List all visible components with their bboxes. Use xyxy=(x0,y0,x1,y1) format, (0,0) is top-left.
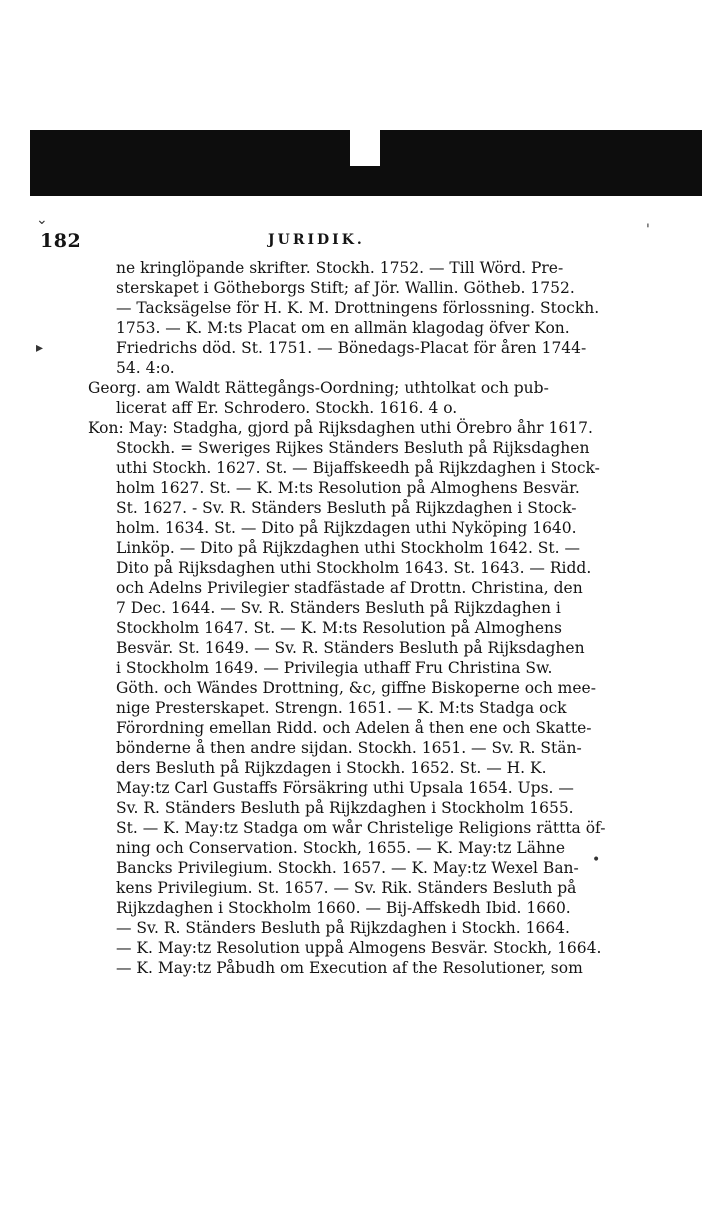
text-line: Förordning emellan Ridd. och Adelen å then ene och Skatte- xyxy=(116,719,592,737)
text-line: kens Privilegium. St. 1657. — Sv. Rik. Ständers Besluth på xyxy=(116,879,577,897)
text-line: bönderne å then andre sijdan. Stockh. 1651. — Sv. R. Stän- xyxy=(116,739,582,757)
text-line: Stockholm 1647. St. — K. M:ts Resolution på Almoghens xyxy=(116,619,562,637)
text-line: Dito på Rijksdaghen uthi Stockholm 1643. St. 1643. — Ridd. xyxy=(116,559,592,577)
text-line: sterskapet i Götheborgs Stift; af Jör. Wallin. Götheb. 1752. xyxy=(116,279,575,297)
running-head: JURIDIK. xyxy=(268,232,365,248)
text-line: licerat aff Er. Schrodero. Stockh. 1616. 4 o. xyxy=(116,399,458,417)
text-line: — K. May:tz Påbudh om Execution af the Resolutioner, som xyxy=(116,959,583,977)
text-line: i Stockholm 1649. — Privilegia uthaff Fru Christina Sw. xyxy=(116,659,553,677)
text-line: nige Presterskapet. Strengn. 1651. — K. M:ts Stadga ock xyxy=(116,699,567,717)
text-line: Sv. R. Ständers Besluth på Rijkzdaghen i Stockholm 1655. xyxy=(116,799,574,817)
text-line: Besvär. St. 1649. — Sv. R. Ständers Besluth på Rijksdaghen xyxy=(116,639,585,657)
ink-speck: ⌄ xyxy=(36,212,48,228)
ink-speck: • xyxy=(592,852,601,868)
text-line: ne kringlöpande skrifter. Stockh. 1752. — Till Wörd. Pre- xyxy=(116,259,564,277)
text-line: och Adelns Privilegier stadfästade af Drottn. Christina, den xyxy=(116,579,583,597)
text-line: St. 1627. - Sv. R. Ständers Besluth på Rijkzdaghen i Stock- xyxy=(116,499,577,517)
text-line: ning och Conservation. Stockh, 1655. — K. May:tz Lähne xyxy=(116,839,566,857)
text-line: 1753. — K. M:ts Placat om en allmän klagodag öfver Kon. xyxy=(116,319,570,337)
scan-white-notch xyxy=(350,130,380,166)
text-line: ders Besluth på Rijkzdagen i Stockh. 1652. St. — H. K. xyxy=(116,759,547,777)
text-line: Georg. am Waldt Rättegångs-Oordning; uthtolkat och pub- xyxy=(88,379,549,397)
text-line: uthi Stockh. 1627. St. — Bijaffskeedh på Rijkzdaghen i Stock- xyxy=(116,459,600,477)
ink-speck: ▸ xyxy=(36,340,44,356)
text-line: Bancks Privilegium. Stockh. 1657. — K. May:tz Wexel Ban- xyxy=(116,859,579,877)
text-line: Friedrichs död. St. 1751. — Bönedags-Placat för åren 1744- xyxy=(116,339,587,357)
text-line: holm. 1634. St. — Dito på Rijkzdagen uthi Nyköping 1640. xyxy=(116,519,577,537)
text-line: Göth. och Wändes Drottning, &c, giffne Biskoperne och mee- xyxy=(116,679,596,697)
text-line: May:tz Carl Gustaffs Försäkring uthi Upsala 1654. Ups. — xyxy=(116,779,574,797)
text-line: holm 1627. St. — K. M:ts Resolution på Almoghens Besvär. xyxy=(116,479,580,497)
text-line: — Sv. R. Ständers Besluth på Rijkzdaghen i Stockh. 1664. xyxy=(116,919,570,937)
text-line: Rijkzdaghen i Stockholm 1660. — Bij-Affskedh Ibid. 1660. xyxy=(116,899,571,917)
text-line: Linköp. — Dito på Rijkzdaghen uthi Stockholm 1642. St. — xyxy=(116,539,580,557)
text-line: — K. May:tz Resolution uppå Almogens Besvär. Stockh, 1664. xyxy=(116,939,602,957)
ink-speck: ' xyxy=(646,222,650,238)
text-line: 7 Dec. 1644. — Sv. R. Ständers Besluth på Rijkzdaghen i xyxy=(116,599,561,617)
text-line: St. — K. May:tz Stadga om wår Christelige Religions rättta öf- xyxy=(116,819,606,837)
text-line: Stockh. = Sweriges Rijkes Ständers Besluth på Rijksdaghen xyxy=(116,439,590,457)
text-line: 54. 4:o. xyxy=(116,359,175,377)
text-line: Kon: May: Stadgha, gjord på Rijksdaghen uthi Örebro åhr 1617. xyxy=(88,419,593,437)
page-number: 182 xyxy=(40,230,82,252)
text-line: — Tacksägelse för H. K. M. Drottningens förlossning. Stockh. xyxy=(116,299,600,317)
